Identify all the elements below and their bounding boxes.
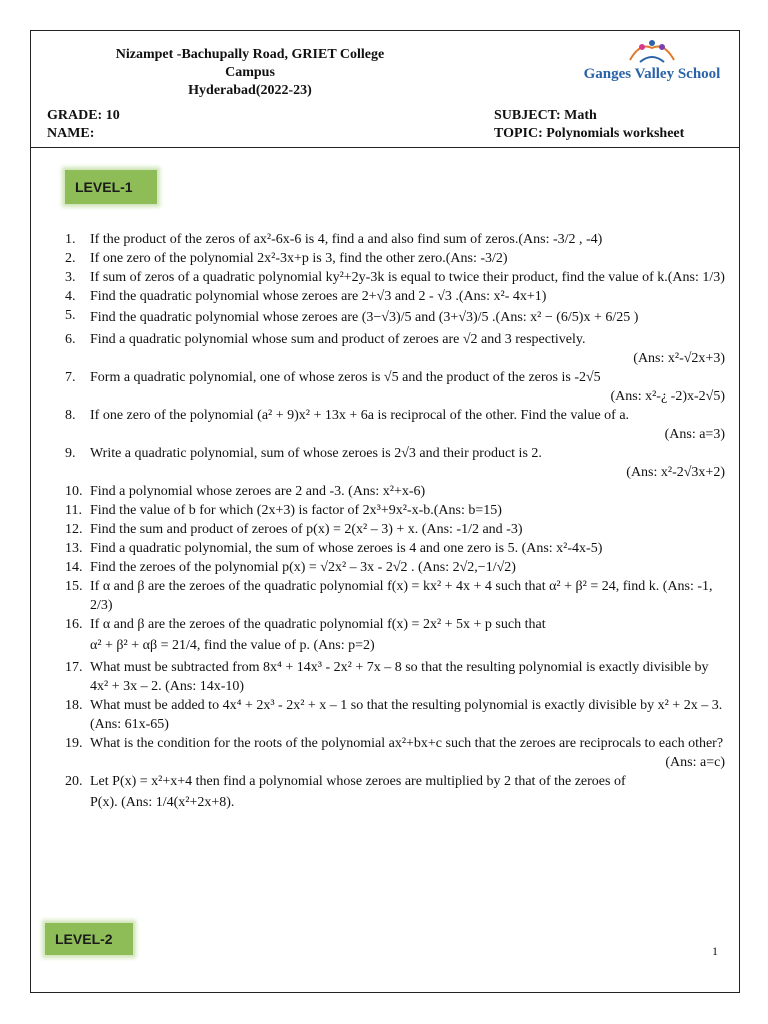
question-number: 6. xyxy=(65,332,76,347)
question-number: 13. xyxy=(65,541,83,556)
question-number: 19. xyxy=(65,736,83,751)
question-number: 14. xyxy=(65,560,83,575)
school-name: Ganges Valley School xyxy=(583,66,721,82)
question-answer: (Ans: x²-√2x+3) xyxy=(633,351,725,366)
level-2-badge: LEVEL-2 xyxy=(45,923,133,955)
question-item xyxy=(65,268,725,287)
question-list xyxy=(65,230,725,815)
question-text-continued: α² + β² + αβ = 21/4, find the value of p. (Ans: p=2) xyxy=(90,638,375,653)
question-text: Find the zeroes of the polynomial p(x) = √2x² – 3x - 2√2 . (Ans: 2√2,−1/√2) xyxy=(90,560,516,575)
question-text: Find the quadratic polynomial whose zeroes are (3−√3)/5 and (3+√3)/5 .(Ans: x² − (6/5)x + 6/25 ) xyxy=(90,310,639,325)
subject-label: SUBJECT: Math xyxy=(494,108,597,123)
question-item xyxy=(65,772,725,815)
question-text: Find the quadratic polynomial whose zeroes are 2+√3 and 2 - √3 .(Ans: x²- 4x+1) xyxy=(90,289,547,304)
question-item xyxy=(65,539,725,558)
question-number: 18. xyxy=(65,698,83,713)
topic-label: TOPIC: Polynomials worksheet xyxy=(494,126,685,141)
question-text: If sum of zeros of a quadratic polynomial ky²+2y-3k is equal to twice their product, find the value of k.(Ans: 1/3) xyxy=(90,270,725,285)
question-number: 16. xyxy=(65,617,83,632)
header-divider xyxy=(30,147,740,148)
question-item xyxy=(65,658,725,696)
question-item xyxy=(65,501,725,520)
question-number: 7. xyxy=(65,370,76,385)
question-number: 17. xyxy=(65,660,83,675)
question-text: Form a quadratic polynomial, one of whose zeros is √5 and the product of the zeros is -2√5 xyxy=(90,370,601,385)
question-text: If one zero of the polynomial 2x²-3x+p is 3, find the other zero.(Ans: -3/2) xyxy=(90,251,508,266)
question-text: What must be added to 4x⁴ + 2x³ - 2x² + x – 1 so that the resulting polynomial is exactly divisible by x² + 2x – 3. (Ans: 61x-65) xyxy=(90,698,723,732)
question-number: 2. xyxy=(65,251,76,266)
question-answer: (Ans: a=c) xyxy=(665,755,725,770)
question-text: If α and β are the zeroes of the quadratic polynomial f(x) = 2x² + 5x + p such that xyxy=(90,617,546,632)
school-address xyxy=(95,46,405,100)
question-text: Find a quadratic polynomial whose sum and product of zeroes are √2 and 3 respectively. xyxy=(90,332,586,347)
question-item xyxy=(65,230,725,249)
question-answer: (Ans: x²-¿ -2)x-2√5) xyxy=(610,389,725,404)
question-item xyxy=(65,577,725,615)
question-number: 10. xyxy=(65,484,83,499)
question-item xyxy=(65,287,725,306)
question-text: If the product of the zeros of ax²-6x-6 is 4, find a and also find sum of zeros.(Ans: -3/2 , -4) xyxy=(90,232,603,247)
level-1-badge: LEVEL-1 xyxy=(65,170,157,204)
question-text: Find the value of b for which (2x+3) is factor of 2x³+9x²-x-b.(Ans: b=15) xyxy=(90,503,502,518)
question-number: 4. xyxy=(65,289,76,304)
question-text: What is the condition for the roots of the polynomial ax²+bx+c such that the zeroes are reciprocals to each other? xyxy=(90,736,724,751)
question-number: 9. xyxy=(65,446,76,461)
page-number: 1 xyxy=(712,944,718,958)
question-text: Find a quadratic polynomial, the sum of whose zeroes is 4 and one zero is 5. (Ans: x²-4x-5) xyxy=(90,541,603,556)
question-text: Find a polynomial whose zeroes are 2 and -3. (Ans: x²+x-6) xyxy=(90,484,426,499)
address-line-1: Nizampet -Bachupally Road, GRIET College Campus xyxy=(115,47,385,80)
question-text: Write a quadratic polynomial, sum of whose zeroes is 2√3 and their product is 2. xyxy=(90,446,542,461)
question-number: 8. xyxy=(65,408,76,423)
question-item xyxy=(65,696,725,734)
question-item xyxy=(65,444,725,482)
name-label: NAME: xyxy=(47,126,95,141)
question-item xyxy=(65,249,725,268)
question-text: Let P(x) = x²+x+4 then find a polynomial whose zeroes are multiplied by 2 that of the zeroes of xyxy=(90,774,626,789)
question-item xyxy=(65,406,725,444)
question-text: Find the sum and product of zeroes of p(x) = 2(x² – 3) + x. (Ans: -1/2 and -3) xyxy=(90,522,523,537)
question-text: If α and β are the zeroes of the quadratic polynomial f(x) = kx² + 4x + 4 such that α² + β² = 24, find k. (Ans: -1, 2/3) xyxy=(90,579,713,613)
question-item xyxy=(65,330,725,368)
question-item xyxy=(65,368,725,406)
address-line-2: Hyderabad(2022-23) xyxy=(188,83,312,98)
question-item xyxy=(65,558,725,577)
question-number: 11. xyxy=(65,503,82,518)
question-number: 5. xyxy=(65,308,76,323)
question-number: 15. xyxy=(65,579,83,594)
question-item xyxy=(65,482,725,501)
school-logo xyxy=(577,38,727,83)
question-item xyxy=(65,520,725,539)
question-text-continued: P(x). (Ans: 1/4(x²+2x+8). xyxy=(90,795,235,810)
question-item xyxy=(65,306,725,330)
question-number: 1. xyxy=(65,232,76,247)
logo-emblem-icon xyxy=(622,38,682,64)
question-item xyxy=(65,615,725,658)
question-number: 3. xyxy=(65,270,76,285)
question-answer: (Ans: a=3) xyxy=(664,427,725,442)
question-item xyxy=(65,734,725,772)
question-text: What must be subtracted from 8x⁴ + 14x³ - 2x² + 7x – 8 so that the resulting polynomial is exactly divisible by 4x² + 3x – 2. (Ans: 14x-10) xyxy=(90,660,709,694)
grade-label: GRADE: 10 xyxy=(47,108,120,123)
question-number: 20. xyxy=(65,774,83,789)
question-number: 12. xyxy=(65,522,83,537)
question-answer: (Ans: x²-2√3x+2) xyxy=(626,465,725,480)
question-text: If one zero of the polynomial (a² + 9)x² + 13x + 6a is reciprocal of the other. Find the value of a. xyxy=(90,408,630,423)
